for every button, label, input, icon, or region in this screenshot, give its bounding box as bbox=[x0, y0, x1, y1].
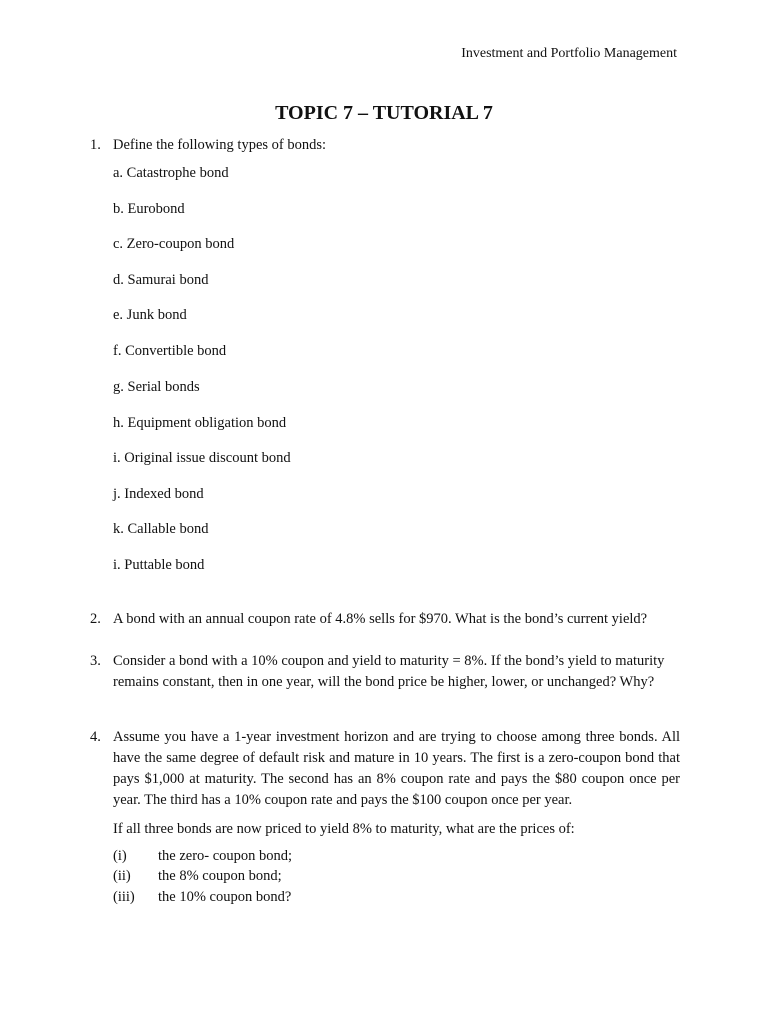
question-2 bbox=[90, 609, 680, 630]
question-number: 1. bbox=[90, 137, 101, 153]
list-item: g. Serial bonds bbox=[113, 379, 200, 395]
running-header: Investment and Portfolio Management bbox=[461, 46, 677, 61]
list-item: a. Catastrophe bond bbox=[113, 165, 229, 181]
question-number: 4. bbox=[90, 729, 101, 745]
question-text: Assume you have a 1-year investment horizon and are trying to choose among three bonds. All have the same degree of default risk and mature in 10 years. The first is a zero-coupon bond that pays $1,000 at maturity. The second has an 8% coupon rate and pays the $80 coupon once per year. The third has a 10% coupon rate and pays the $100 coupon once per year. bbox=[113, 729, 680, 808]
list-item: k. Callable bond bbox=[113, 521, 209, 537]
list-item: h. Equipment obligation bond bbox=[113, 415, 287, 431]
list-item: c. Zero-coupon bond bbox=[113, 236, 235, 252]
question-followup: If all three bonds are now priced to yield 8% to maturity, what are the prices of: bbox=[113, 821, 575, 837]
list-item: b. Eurobond bbox=[113, 201, 185, 217]
part-text: the zero- coupon bond; bbox=[158, 848, 293, 864]
question-text: A bond with an annual coupon rate of 4.8% sells for $970. What is the bond’s current yield? bbox=[113, 611, 648, 627]
list-item: i. Puttable bond bbox=[113, 557, 205, 573]
page-title: TOPIC 7 – TUTORIAL 7 bbox=[275, 102, 493, 124]
list-item: e. Junk bond bbox=[113, 307, 187, 323]
part-text: the 10% coupon bond? bbox=[158, 889, 292, 905]
part-label: (ii) bbox=[113, 868, 131, 884]
question-3 bbox=[90, 651, 680, 693]
question-text: Define the following types of bonds: bbox=[113, 137, 327, 153]
list-item: j. Indexed bond bbox=[113, 486, 204, 502]
part-text: the 8% coupon bond; bbox=[158, 868, 282, 884]
part-label: (i) bbox=[113, 848, 127, 864]
list-item: d. Samurai bond bbox=[113, 272, 209, 288]
part-label: (iii) bbox=[113, 889, 135, 905]
question-number: 3. bbox=[90, 653, 101, 669]
question-text: Consider a bond with a 10% coupon and yield to maturity = 8%. If the bond’s yield to maturity remains constant, then in one year, will the bond price be higher, lower, or unchanged? Why? bbox=[113, 653, 665, 690]
list-item: i. Original issue discount bond bbox=[113, 450, 291, 466]
question-number: 2. bbox=[90, 611, 101, 627]
question-1 bbox=[90, 135, 680, 156]
list-item: f. Convertible bond bbox=[113, 343, 227, 359]
question-4 bbox=[90, 727, 680, 811]
